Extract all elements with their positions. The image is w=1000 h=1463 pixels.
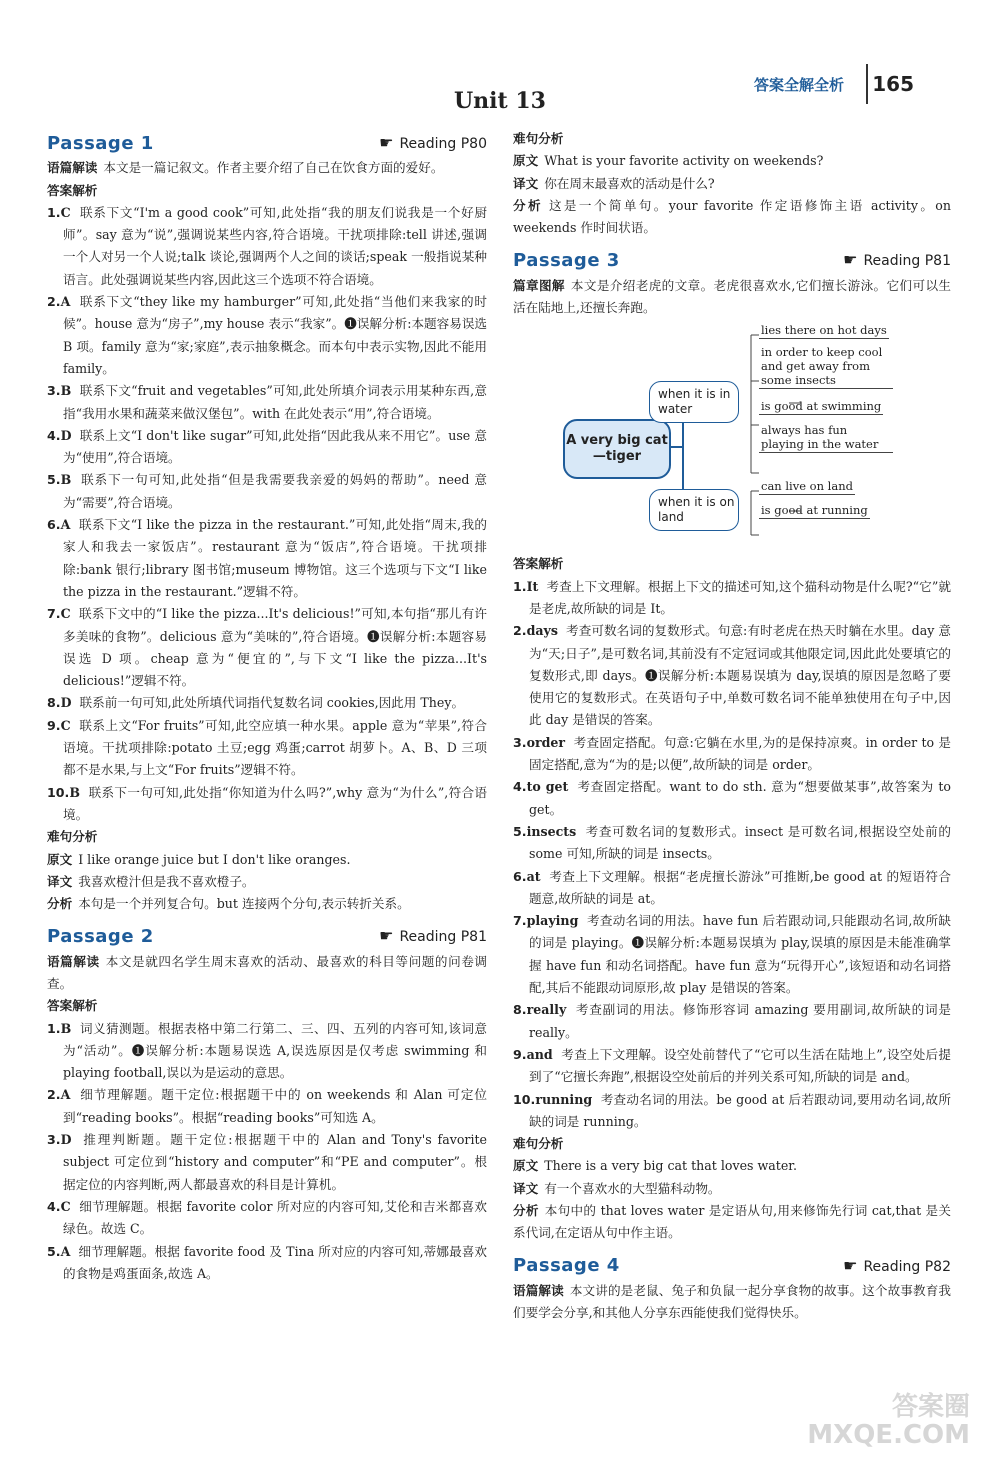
answer-item <box>47 1196 487 1241</box>
answer-letter: really <box>526 1002 567 1018</box>
answer-letter: D <box>60 1132 72 1148</box>
passage-1-hard-list <box>47 849 487 916</box>
passage-2-hard-label: 难句分析 <box>513 131 564 146</box>
mind-map-leaf: is good at running <box>761 503 868 518</box>
right-column <box>513 128 951 1324</box>
passage-4-reading-ref: ☛ Reading P82 <box>843 1255 951 1275</box>
answer-explanation: 考查动名词的用法。be good at 后若跟动词,要用动名词,故所缺的词是 running。 <box>529 1091 951 1129</box>
answer-item <box>47 782 487 827</box>
passage-2-header <box>47 925 487 948</box>
hard-sentence-text: There is a very big cat that loves water. <box>544 1158 797 1174</box>
answer-number: 10. <box>513 1091 536 1107</box>
answer-item <box>513 999 951 1044</box>
passage-3-summary: 篇章图解 本文是介绍老虎的文章。老虎很喜欢水,它们擅长游泳。它们可以生活在陆地上,还擅长奔跑。 <box>513 277 952 316</box>
answer-letter: A <box>60 294 71 310</box>
answer-letter: C <box>60 204 71 220</box>
answer-letter: running <box>535 1091 593 1107</box>
answer-letter: to get <box>526 779 569 795</box>
answer-number: 4. <box>47 427 61 443</box>
answer-number: 4. <box>47 1198 61 1214</box>
answer-letter: D <box>60 427 72 443</box>
answer-explanation: 考查固定搭配。句意:它躺在水里,为的是保持凉爽。in order to 是固定搭配,意为“为的是;以便”,故所缺的词是 order。 <box>529 734 951 773</box>
answer-letter: playing <box>526 913 579 929</box>
passage-3-answers-label: 答案解析 <box>513 556 564 572</box>
answer-letter: A <box>60 517 71 533</box>
answer-number: 5. <box>47 1243 61 1259</box>
hard-sentence-text: 你在周末最喜欢的活动是什么? <box>544 175 715 191</box>
hard-sentence-text: What is your favorite activity on weekends? <box>544 153 824 169</box>
passage-3-hard-label: 难句分析 <box>513 1136 564 1152</box>
answer-number: 6. <box>513 868 527 884</box>
section-title: 答案全解全析 <box>753 76 844 94</box>
passage-3-hard-list <box>513 1155 951 1244</box>
hard-sentence-row <box>513 1200 951 1245</box>
passage-1-reading-ref: ☛ Reading P80 <box>379 133 487 152</box>
answer-explanation: 推理判断题。题干定位:根据题干中的 Alan and Tony's favorite subject 可定位到“history and computer”和“PE and computer”。根据定位的内容判断,两人都最喜欢的科目是计算机。 <box>63 1132 487 1192</box>
passage-2-title: Passage 2 <box>47 925 154 947</box>
answer-number: 9. <box>513 1046 527 1062</box>
unit-title: Unit 13 <box>454 88 546 114</box>
answer-letter: insects <box>526 823 577 839</box>
hard-sentence-row <box>47 893 487 915</box>
hard-sentence-label: 原文 <box>47 851 73 867</box>
hard-sentence-row <box>513 173 951 195</box>
answer-letter: A <box>60 1243 71 1259</box>
hard-sentence-row <box>513 150 951 172</box>
hand-pointer-icon: ☛ <box>379 133 394 152</box>
answer-item <box>513 821 951 866</box>
answer-letter: D <box>60 695 72 711</box>
answer-item <box>47 1241 487 1286</box>
answer-item <box>47 715 487 782</box>
answer-item <box>47 1018 487 1085</box>
hard-sentence-label: 分析 <box>513 197 543 213</box>
passage-2-summary: 语篇解读 本文是就四名学生周末喜欢的活动、最喜欢的科目等问题的问卷调查。 <box>47 953 488 991</box>
answer-letter: order <box>526 734 566 750</box>
passage-4-summary: 语篇解读 本文讲的是老鼠、兔子和负鼠一起分享食物的故事。这个故事教育我们要学会分享,和其他人分享东西能使我们觉得快乐。 <box>513 1282 952 1321</box>
mind-map-leaf: always has fun playing in the water <box>759 423 893 453</box>
answer-explanation: 考查可数名词的复数形式。insect 是可数名词,根据设空处前的 some 可知,所缺的词是 insects。 <box>529 823 951 862</box>
passage-3-reading-ref: ☛ Reading P81 <box>843 250 951 270</box>
answer-letter: A <box>60 1087 71 1103</box>
answer-item <box>47 603 487 692</box>
answer-number: 2. <box>47 1087 61 1103</box>
answer-explanation: 联系下文“they like my hamburger”可知,此处指“当他们来我家的时候”。house 意为“房子”,my house 表示“我家”。❶误解分析:本题容易误选 B 项。family 意为“家;家庭”,表示抽象概念。而本句中表示实物,因此不能用 family。 <box>63 294 488 376</box>
answer-number: 1. <box>47 204 61 220</box>
answer-item <box>513 866 951 911</box>
hard-sentence-label: 分析 <box>513 1202 539 1218</box>
answer-item <box>513 1044 951 1089</box>
hard-sentence-text: 本句中的 that loves water 是定语从句,用来修饰先行词 cat,that 是关系代词,在定语从句中作主语。 <box>513 1202 952 1241</box>
passage-2-hard-list <box>513 150 951 239</box>
hard-sentence-text: I like orange juice but I don't like oranges. <box>78 851 351 867</box>
answer-number: 3. <box>513 734 527 750</box>
answer-item <box>47 514 487 603</box>
answer-letter: C <box>60 1198 71 1214</box>
hand-pointer-icon: ☛ <box>843 1255 858 1275</box>
answer-explanation: 细节理解题。根据 favorite color 所对应的内容可知,艾伦和吉米都喜欢绿色。故选 C。 <box>63 1198 487 1237</box>
answer-explanation: 联系下文中的“I like the pizza...It's delicious!”可知,本句指“那儿有许多美味的食物”。delicious 意为“美味的”,符合语境。❶误解分析:本题容易误选 D 项。cheap 意为“便宜的”,与下文“I like the pizza...It's delicious!”逻辑不符。 <box>63 606 487 689</box>
answer-number: 5. <box>47 472 61 488</box>
passage-1-answer-list <box>47 202 487 826</box>
passage-3-title: Passage 3 <box>513 249 620 271</box>
hard-sentence-row <box>513 1178 951 1200</box>
passage-4-title: Passage 4 <box>513 1255 620 1277</box>
answer-explanation: 细节理解题。根据 favorite food 及 Tina 所对应的内容可知,蒂娜最喜欢的食物是鸡蛋面条,故选 A。 <box>63 1243 487 1281</box>
answer-letter: and <box>526 1046 553 1062</box>
mind-map-leaf: can live on land <box>761 479 853 494</box>
answer-explanation: 考查上下文理解。根据“老虎擅长游泳”可推断,be good at 的短语符合题意,故所缺的词是 at。 <box>529 868 951 906</box>
answer-number: 8. <box>47 695 61 711</box>
answer-number: 9. <box>47 717 61 733</box>
answer-item <box>47 291 487 380</box>
hard-sentence-text: 本句是一个并列复合句。but 连接两个分句,表示转折关系。 <box>78 896 410 912</box>
answer-item <box>513 732 951 777</box>
page-number: 165 <box>872 72 914 96</box>
mind-map-leaf: lies there on hot days <box>761 323 887 338</box>
mind-map-node-land: when it is on land <box>649 489 739 531</box>
hard-sentence-row <box>513 195 951 240</box>
answer-number: 3. <box>47 383 61 399</box>
answer-number: 7. <box>47 606 61 622</box>
answer-number: 4. <box>513 779 527 795</box>
hard-sentence-label: 分析 <box>47 896 73 912</box>
mind-map-node-water: when it is in water <box>649 381 739 423</box>
answer-letter: B <box>69 784 80 800</box>
mind-map-leaf: is good at swimming <box>761 399 882 414</box>
passage-3-header <box>513 249 951 272</box>
hand-pointer-icon: ☛ <box>379 926 394 946</box>
passage-1-title: Passage 1 <box>47 132 154 154</box>
answer-letter: B <box>60 383 72 399</box>
passage-2-answers-label: 答案解析 <box>47 998 98 1014</box>
answer-explanation: 考查可数名词的复数形式。句意:有时老虎在热天时躺在水里。day 意为“天;日子”,是可数名词,其前没有不定冠词或其他限定词,因此此处要填它的复数形式,即 days。❶误解分析:本题易误填为 day,误填的原因是忽略了要使用它的复数形式。在英语句子中,单数可数名词不能单独使用在句子中,因此 day 是错误的答案。 <box>529 623 951 728</box>
answer-letter: at <box>526 868 541 884</box>
left-column <box>47 128 487 1285</box>
hard-sentence-row <box>47 871 487 893</box>
answer-item <box>47 469 487 514</box>
answer-letter: It <box>526 578 539 594</box>
passage-2-answer-list <box>47 1018 487 1286</box>
answer-explanation: 联系下文“fruit and vegetables”可知,此处所填介词表示用某种东西,意指“我用水果和蔬菜来做汉堡包”。with 在此处表示“用”,符合语境。 <box>63 383 487 421</box>
hand-pointer-icon: ☛ <box>843 250 858 270</box>
hard-sentence-label: 译文 <box>513 175 539 191</box>
passage-1-answers-label: 答案解析 <box>47 182 98 198</box>
hard-sentence-text: 这是一个简单句。your favorite 作定语修饰主语 activity。on weekends 作时间状语。 <box>513 197 951 236</box>
answer-explanation: 考查上下文理解。设空处前替代了“它可以生活在陆地上”,设空处后提到了“它擅长奔跑”,根据设空处前后的并列关系可知,所缺的词是 and。 <box>529 1046 951 1085</box>
answer-number: 8. <box>513 1002 527 1018</box>
answer-item <box>47 692 487 714</box>
answer-number: 7. <box>513 913 527 929</box>
hard-sentence-text: 我喜欢橙汁但是我不喜欢橙子。 <box>78 873 255 889</box>
passage-1-summary: 语篇解读 本文是一篇记叙文。作者主要介绍了自己在饮食方面的爱好。 <box>47 160 444 176</box>
answer-explanation: 联系上文“For fruits”可知,此空应填一种水果。apple 意为“苹果”,符合语境。干扰项排除:potato 土豆;egg 鸡蛋;carrot 胡萝卜。A、B、D 三项都不是水果,与上文“For fruits”逻辑不符。 <box>63 717 487 778</box>
passage-1-hard-label: 难句分析 <box>47 829 98 845</box>
answer-letter: B <box>60 472 72 488</box>
answer-item <box>47 1129 487 1196</box>
answer-explanation: 考查副词的用法。修饰形容词 amazing 要用副词,故所缺的词是 really。 <box>529 1002 951 1040</box>
answer-explanation: 联系下文“I'm a good cook”可知,此处指“我的朋友们说我是一个好厨师”。say 意为“说”,强调说某些内容,符合语境。干扰项排除:tell 讲述,强调一个人对另一个人说;talk 谈论,强调两个人之间的谈话;speak 一般指说某种语言。此处强调说某些内容,因此这三个选项不符合语境。 <box>63 204 487 287</box>
answer-number: 2. <box>47 294 61 310</box>
answer-item <box>47 425 487 470</box>
answer-number: 2. <box>513 623 527 639</box>
answer-item <box>513 620 951 731</box>
answer-number: 10. <box>47 784 70 800</box>
answer-explanation: 考查上下文理解。根据上下文的描述可知,这个猫科动物是什么呢?“它”就是老虎,故所缺的词是 It。 <box>529 578 951 616</box>
passage-4-header <box>513 1255 951 1278</box>
hard-sentence-label: 译文 <box>513 1180 539 1196</box>
mind-map-center: A very big cat—tiger <box>563 419 671 479</box>
hard-sentence-row <box>513 1155 951 1177</box>
answer-number: 5. <box>513 823 527 839</box>
answer-number: 1. <box>47 1020 61 1036</box>
answer-explanation: 联系下一句可知,此处指“但是我需要我亲爱的妈妈的帮助”。need 意为“需要”,符合语境。 <box>63 472 487 510</box>
answer-explanation: 联系下一句可知,此处指“你知道为什么吗?”,why 意为“为什么”,符合语境。 <box>63 784 487 822</box>
answer-explanation: 细节理解题。题干定位:根据题干中的 on weekends 和 Alan 可定位到“reading books”。根据“reading books”可知选 A。 <box>63 1087 487 1125</box>
hard-sentence-row <box>47 849 487 871</box>
answer-item <box>47 1084 487 1129</box>
hard-sentence-label: 原文 <box>513 153 539 169</box>
answer-explanation: 考查固定搭配。want to do sth. 意为“想要做某事”,故答案为 to get。 <box>529 779 951 817</box>
answer-item <box>513 576 951 621</box>
answer-number: 6. <box>47 517 61 533</box>
hard-sentence-text: 有一个喜欢水的大型猫科动物。 <box>544 1180 721 1196</box>
answer-number: 1. <box>513 578 527 594</box>
mind-map <box>513 323 951 551</box>
answer-item <box>47 380 487 425</box>
answer-explanation: 考查动名词的用法。have fun 后若跟动词,只能跟动名词,故所缺的词是 playing。❶误解分析:本题易误填为 play,误填的原因是未能准确掌握 have fun 和动名词搭配。have fun 意为“玩得开心”,该短语和动名词搭配,其后不能跟动词原形,故 play 是错误的答案。 <box>529 913 951 996</box>
mind-map-leaf: in order to keep cool and get away from some insects <box>759 345 893 389</box>
answer-item <box>47 202 487 291</box>
answer-item <box>513 1089 951 1134</box>
passage-1-header <box>47 132 487 155</box>
watermark: 答案圈 MXQE.COM <box>807 1392 970 1450</box>
answer-item <box>513 910 951 999</box>
passage-3-answer-list <box>513 576 951 1133</box>
answer-explanation: 联系前一句可知,此处所填代词指代复数名词 cookies,因此用 They。 <box>79 695 465 711</box>
answer-explanation: 联系下文“I like the pizza in the restaurant.”可知,此处指“周末,我的家人和我去一家饭店”。restaurant 意为“饭店”,符合语境。干扰项排除:bank 银行;library 图书馆;museum 博物馆。这三个选项与下文“I like the pizza in the restaurant.”逻辑不符。 <box>63 517 487 599</box>
answer-explanation: 词义猜测题。根据表格中第二行第二、三、四、五列的内容可知,该词意为“活动”。❶误解分析:本题易误选 A,误选原因是仅考虑 swimming 和 playing football,误以为是运动的意思。 <box>63 1020 487 1081</box>
answer-explanation: 联系上文“I don't like sugar”可知,此处指“因此我从来不用它”。use 意为“使用”,符合语境。 <box>63 427 487 466</box>
hard-sentence-label: 原文 <box>513 1158 539 1174</box>
answer-letter: C <box>60 606 71 622</box>
answer-number: 3. <box>47 1132 61 1148</box>
answer-letter: days <box>526 623 558 639</box>
passage-2-reading-ref: ☛ Reading P81 <box>379 926 487 946</box>
answer-item <box>513 776 951 821</box>
answer-letter: C <box>60 717 71 733</box>
answer-letter: B <box>60 1020 72 1036</box>
hard-sentence-label: 译文 <box>47 873 73 889</box>
